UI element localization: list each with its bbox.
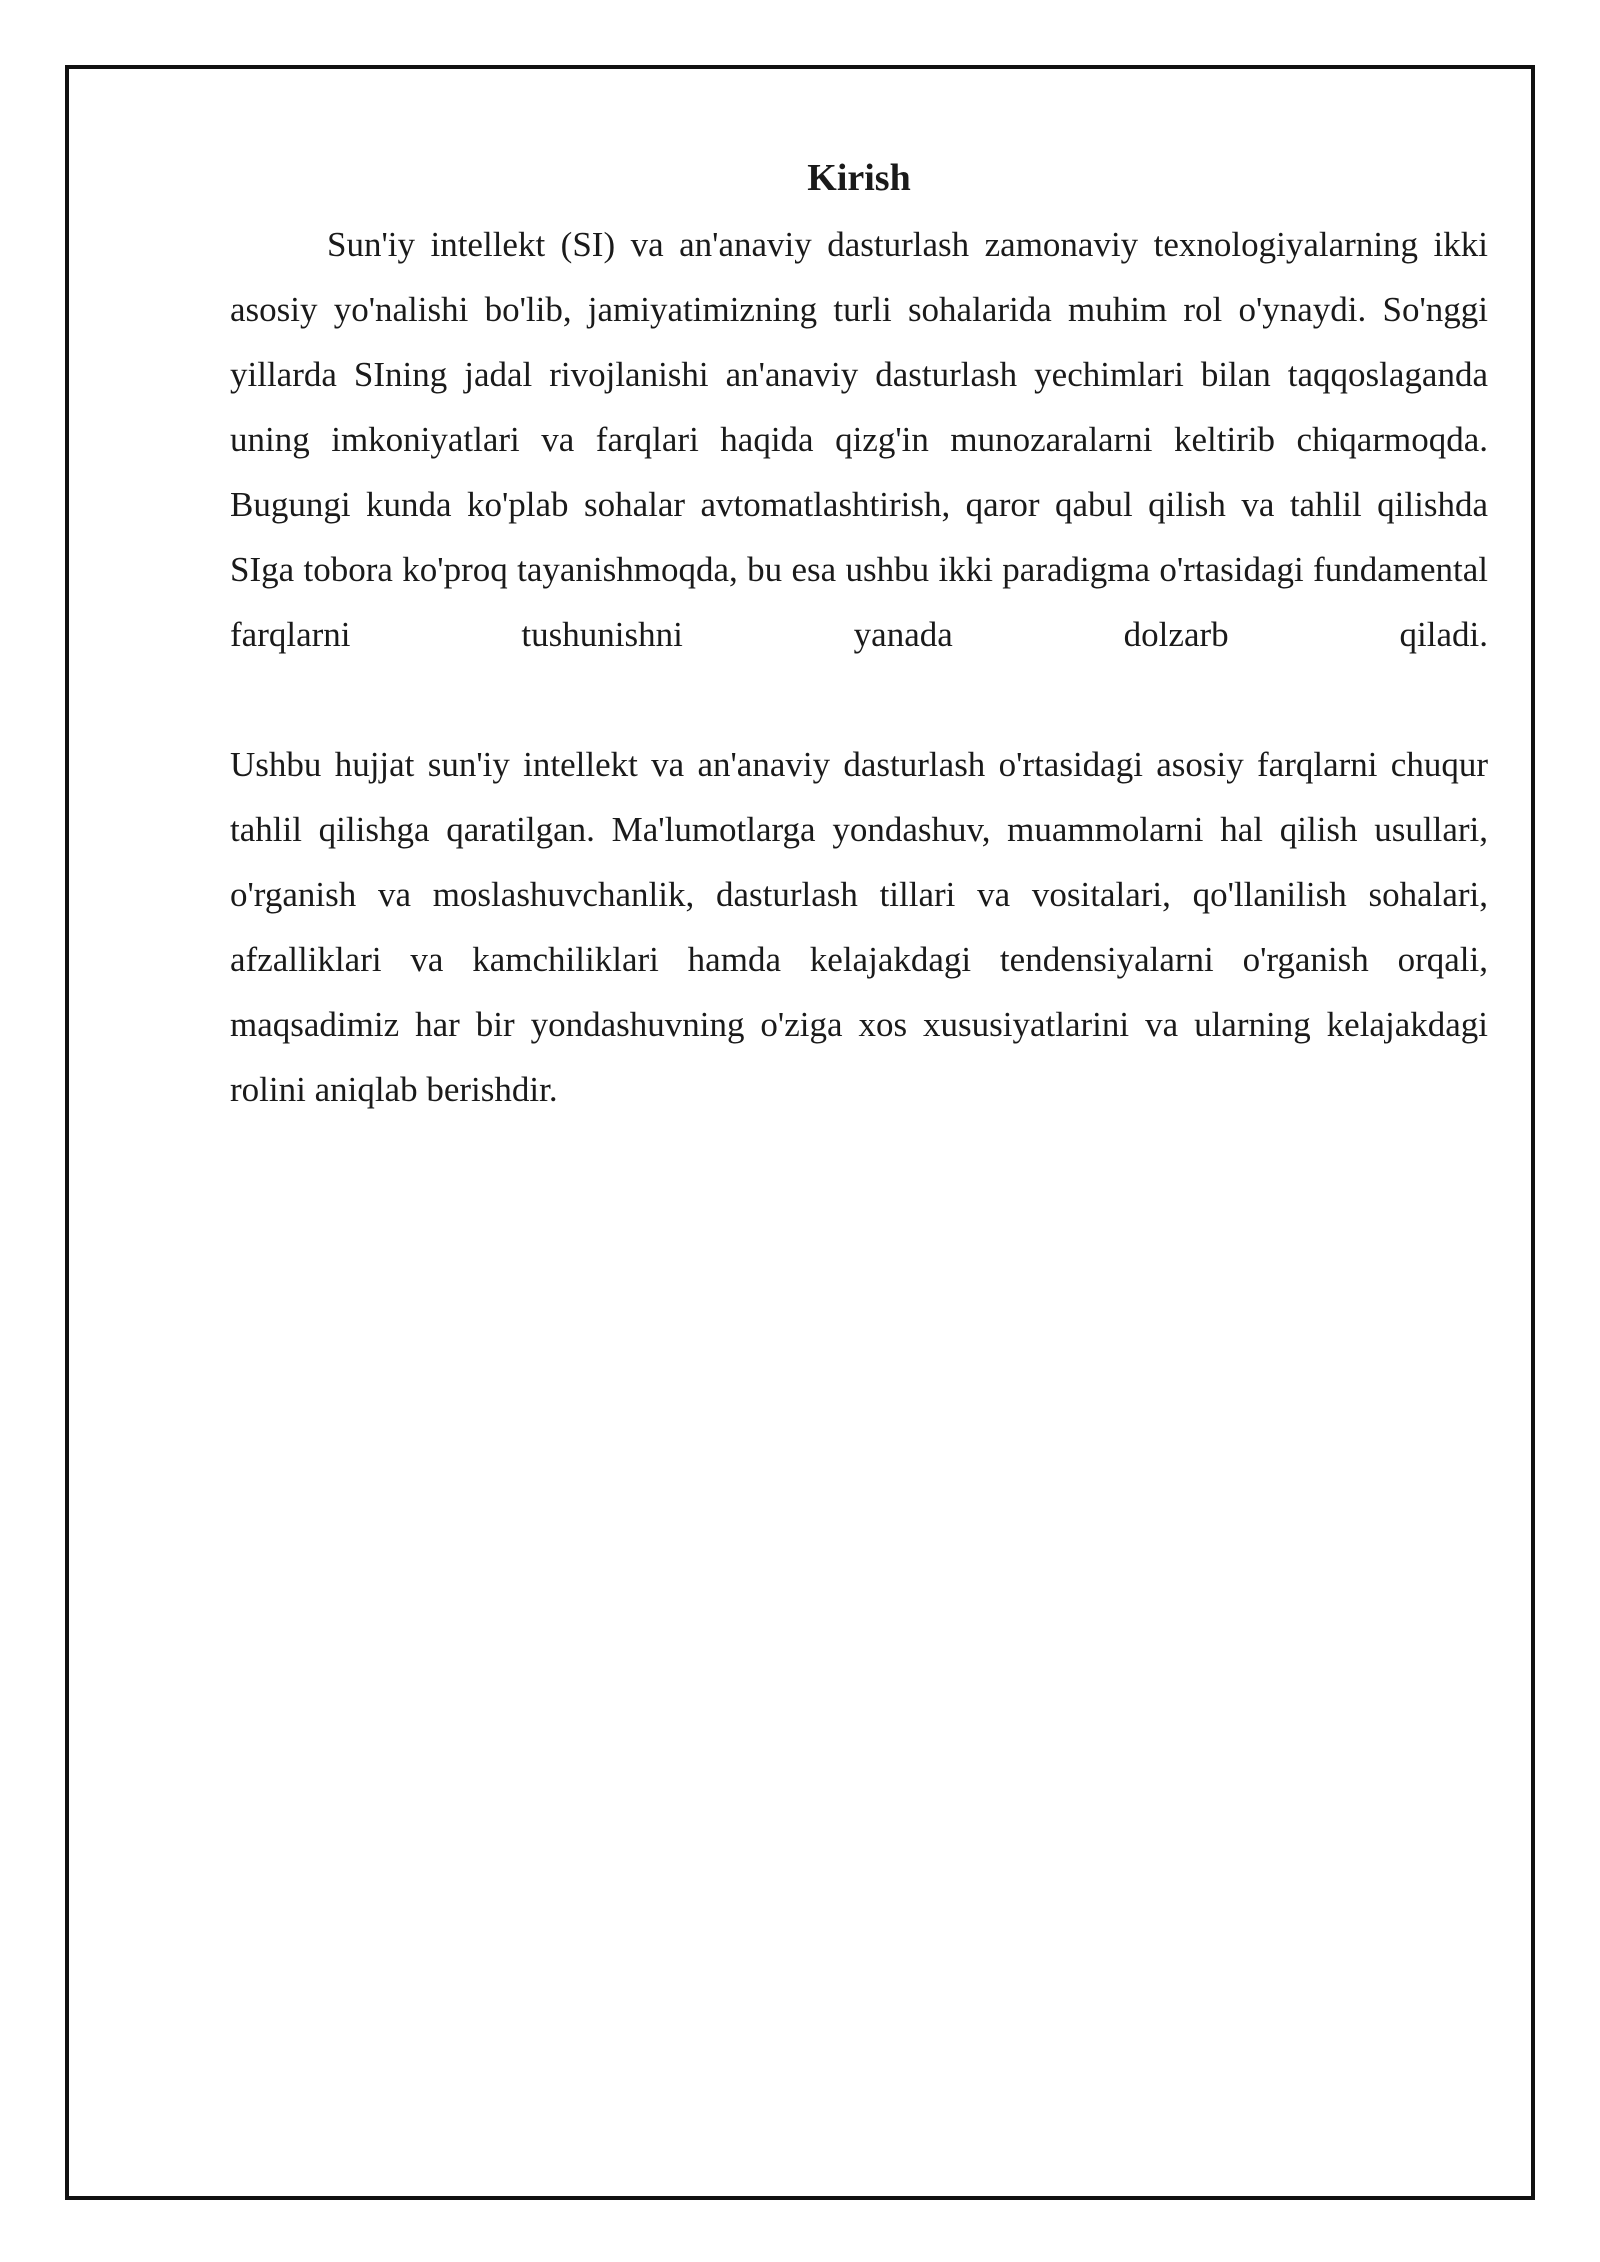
page-title: Kirish [807,157,911,199]
paragraph-purpose: Ushbu hujjat sun'iy intellekt va an'anaviy dasturlash o'rtasidagi asosiy farqlarni chuqur tahlil qilishga qaratilgan. Ma'lumotlarga yondashuv, muammolarni hal qilish usullari, o'rganish va moslashuvchanlik, dasturlash tillari va vositalari, qo'llanilish sohalari, afzalliklari va kamchiliklari hamda kelajakdagi tendensiyalarni o'rganish orqali, maqsadimiz har bir yondashuvning o'ziga xos xususiyatlarini va ularning kelajakdagi rolini aniqlab berishdir. [230,745,1488,1109]
paragraph-intro: Sun'iy intellekt (SI) va an'anaviy dasturlash zamonaviy texnologiyalarning ikki asosiy yo'nalishi bo'lib, jamiyatimizning turli sohalarida muhim rol o'ynaydi. So'nggi yillarda SIning jadal rivojlanishi an'anaviy dasturlash yechimlari bilan taqqoslaganda uning imkoniyatlari va farqlari haqida qizg'in munozaralarni keltirib chiqarmoqda. Bugungi kunda ko'plab sohalar avtomatlashtirish, qaror qabul qilish va tahlil qilishda SIga tobora ko'proq tayanishmoqda, bu esa ushbu ikki paradigma o'rtasidagi fundamental farqlarni tushunishni yanada dolzarb qiladi. [230,225,1488,654]
document-body [230,150,1488,1122]
paragraph-gap [230,667,1488,732]
